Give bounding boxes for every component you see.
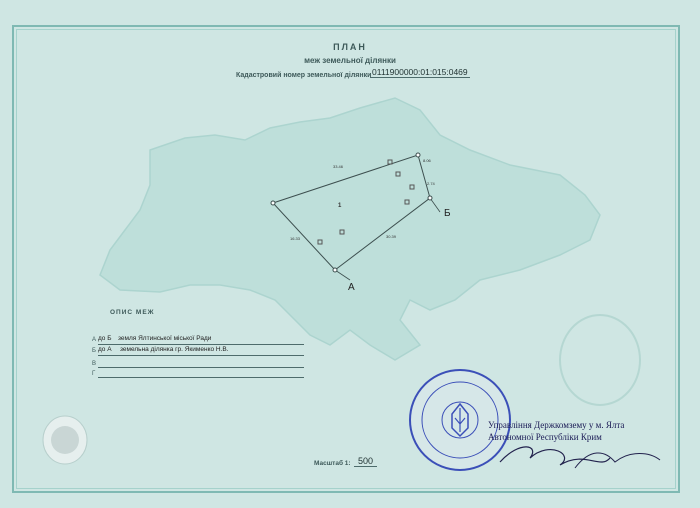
row-from: Б [92,348,96,354]
row-from: А [92,337,97,343]
scale-value: 500 [354,456,377,467]
emblem-watermark [560,315,640,405]
signature-scribble [500,447,610,465]
description-heading: ОПИС МЕЖ [110,309,155,316]
page-subtitle: меж земельної ділянки [304,56,396,65]
row-text: земля Ялтинської міської Ради [118,335,212,342]
signature-line-1: Управління Держкомзему у м. Ялта [488,420,625,430]
cadastral-number: 0111900000:01:015:0469 [372,67,468,77]
corner-point [333,268,337,272]
row-underline [98,377,304,378]
row-underline [98,344,304,345]
point-a-label: А [348,282,355,293]
point-b-label: Б [444,208,451,219]
cadastral-label: Кадастровий номер земельної ділянки [236,72,372,79]
row-from: Г [92,371,96,377]
row-underline [98,355,304,356]
dim-label: 30.39 [386,234,397,239]
corner-point [416,153,420,157]
dim-label: 8.06 [423,158,431,163]
parcel-number: 1 [338,203,342,209]
page-title: ПЛАН [333,42,367,52]
row-label: до Б [98,335,112,342]
corner-point [271,201,275,205]
row-text: земельна ділянка гр. Якименко Н.В. [120,346,229,353]
ukraine-watermark [100,98,600,360]
row-label: до А [98,346,112,353]
hologram-center [51,426,79,454]
dim-label: 2.74 [427,181,435,186]
scale-label: Масштаб 1: [314,460,351,467]
signature-line-2: Автономної Республіки Крим [488,432,602,442]
corner-point [428,196,432,200]
row-from: В [92,361,97,367]
dim-label: 16.33 [290,236,301,241]
row-underline [98,367,304,368]
dim-label: 33.46 [333,164,344,169]
